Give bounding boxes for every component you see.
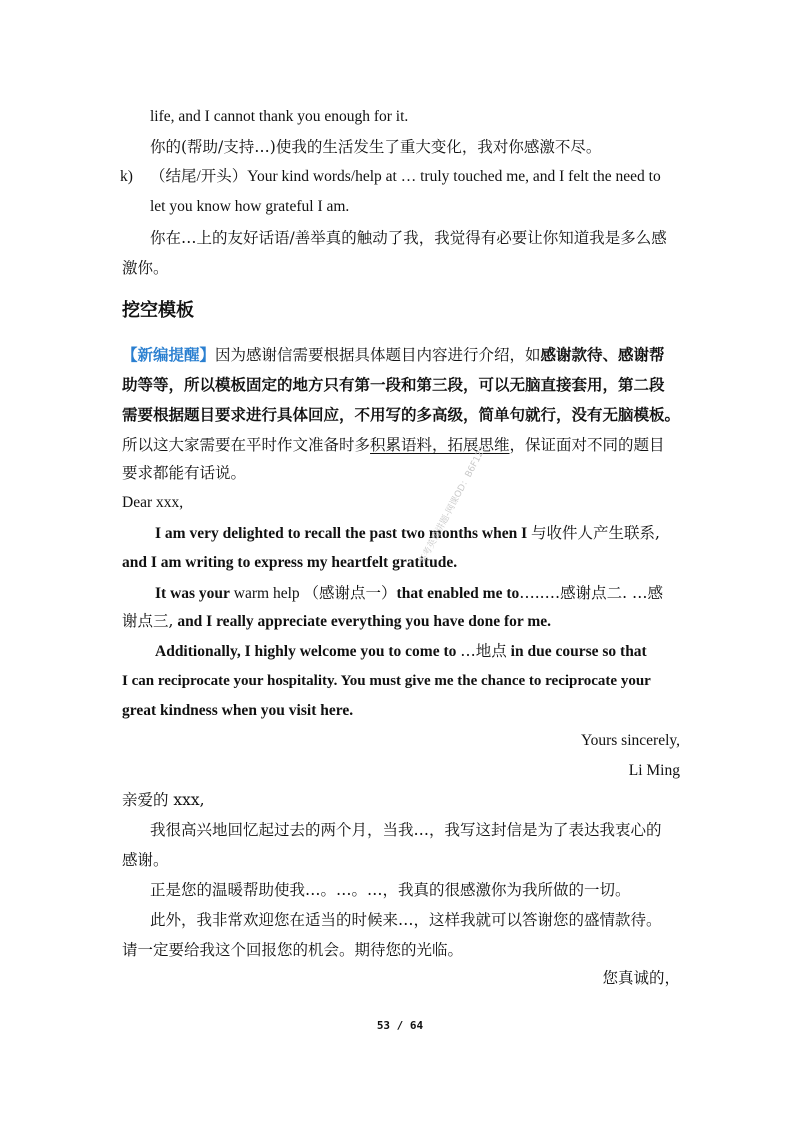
text-line: let you know how grateful I am. xyxy=(150,198,350,215)
text-line: life, and I cannot thank you enough for it. xyxy=(150,108,409,125)
text-line: （结尾/开头）Your kind words/help at … truly touched me, and I felt the need to xyxy=(150,168,661,185)
list-marker: k) xyxy=(120,168,133,185)
letter-line: I can reciprocate your hospitality. You must give me the chance to reciprocate your xyxy=(122,673,651,689)
tip-line: 【新编提醒】因为感谢信需要根据具体题目内容进行介绍，如感谢款待、感谢帮 xyxy=(122,345,665,364)
tip-tag: 【新编提醒】 xyxy=(122,345,216,364)
text-line: 激你。 xyxy=(122,259,169,277)
section-heading: 挖空模板 xyxy=(122,300,194,321)
letter-line: It was your warm help （感谢点一）that enabled me to…..…感谢点二. …感 xyxy=(155,584,663,602)
letter-line: 正是您的温暖帮助使我…。…。…，我真的很感激你为我所做的一切。 xyxy=(150,881,631,899)
tip-line: 要求都能有话说。 xyxy=(122,464,247,482)
text-line: 你在…上的友好话语/善举真的触动了我，我觉得有必要让你知道我是多么感 xyxy=(150,229,667,247)
tip-line: 所以这大家需要在平时作文准备时多积累语料，拓展思维，保证面对不同的题目 xyxy=(122,436,665,454)
letter-line: Additionally, I highly welcome you to come to …地点 in due course so that xyxy=(155,642,647,660)
letter-line: and I am writing to express my heartfelt gratitude. xyxy=(122,554,458,571)
letter-line: 谢点三, and I really appreciate everything you have done for me. xyxy=(122,612,552,630)
tip-line: 需要根据题目要求进行具体回应，不用写的多高级，简单句就行，没有无脑模板。 xyxy=(122,405,681,424)
letter-line: 感谢。 xyxy=(122,851,169,869)
letter-line: I am very delighted to recall the past two months when I 与收件人产生联系, xyxy=(155,524,660,542)
letter-signature: Li Ming xyxy=(628,762,680,779)
page-number: 53 / 64 xyxy=(376,1019,424,1032)
letter-line: 我很高兴地回忆起过去的两个月，当我…，我写这封信是为了表达我衷心的 xyxy=(150,821,662,839)
tip-line: 助等等，所以模板固定的地方只有第一段和第三段，可以无脑直接套用，第二段 xyxy=(122,375,665,394)
watermark: 高考英语讲题-网课OD：B6F121 xyxy=(417,444,489,567)
letter-line: great kindness when you visit here. xyxy=(122,702,354,719)
letter-greeting: 亲爱的 xxx, xyxy=(122,791,205,809)
underlined-text: 积累语料，拓展思维 xyxy=(370,436,510,454)
letter-closing: 您真诚的， xyxy=(602,969,680,987)
text-line: 你的(帮助/支持…)使我的生活发生了重大变化，我对你感激不尽。 xyxy=(150,138,602,156)
letter-line: 请一定要给我这个回报您的机会。期待您的光临。 xyxy=(122,941,464,959)
letter-closing: Yours sincerely, xyxy=(580,732,680,749)
letter-line: 此外，我非常欢迎您在适当的时候来…，这样我就可以答谢您的盛情款待。 xyxy=(150,911,662,929)
letter-greeting: Dear xxx, xyxy=(122,494,184,511)
